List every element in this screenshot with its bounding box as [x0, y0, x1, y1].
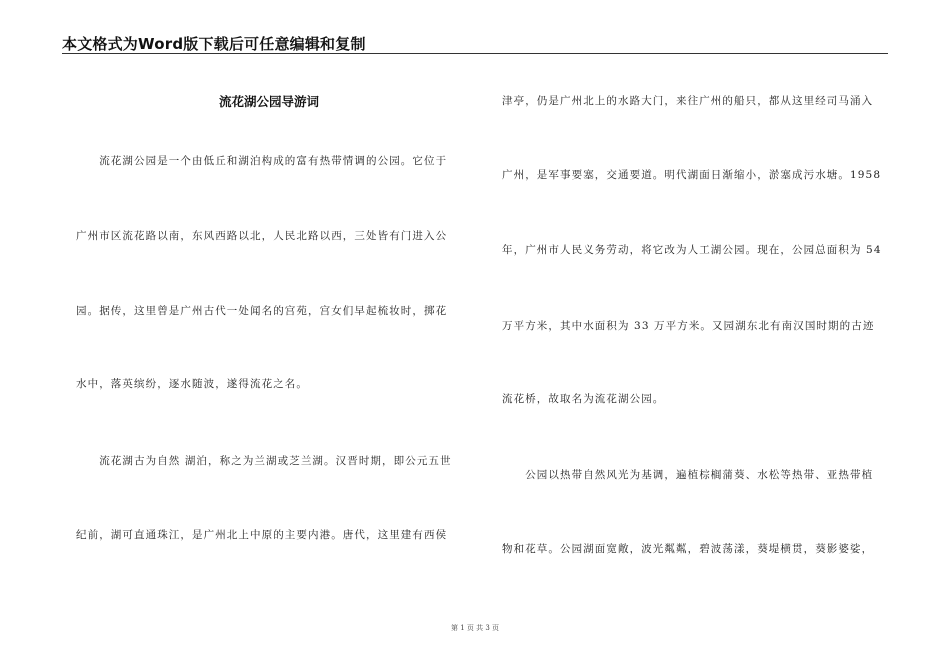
- right-column-line: 流花桥，故取名为流花湖公园。: [502, 393, 665, 405]
- left-column-line: 园。据传，这里曾是广州古代一处闻名的宫苑，宫女们早起梳妆时，掷花: [76, 305, 448, 317]
- left-column-line: 纪前，湖可直通珠江，是广州北上中原的主要内港。唐代，这里建有西侯: [76, 529, 448, 541]
- document-title: 流花湖公园导游词: [218, 94, 319, 109]
- right-column-line: 津亭，仍是广州北上的水路大门，来往广州的船只，都从这里经司马涌入: [502, 95, 874, 107]
- left-column-line: 流花湖公园是一个由低丘和湖泊构成的富有热带情调的公园。它位于: [76, 155, 448, 167]
- banner-divider: [62, 53, 888, 54]
- right-column-line: 物和花草。公园湖面宽敞，波光粼粼，碧波荡漾，葵堤横贯，葵影婆娑，: [502, 543, 874, 555]
- right-column-line: 年，广州市人民义务劳动，将它改为人工湖公园。现在，公园总面积为 54: [502, 244, 882, 256]
- page-indicator: 第 1 页 共 3 页: [450, 624, 500, 632]
- download-banner-text: 本文格式为Word版下载后可任意编辑和复制: [62, 35, 366, 53]
- left-column-line: 流花湖古为自然 湖泊，称之为兰湖或芝兰湖。汉晋时期，即公元五世: [76, 455, 452, 467]
- right-column-line: 万平方米，其中水面积为 33 万平方米。又园湖东北有南汉国时期的古迹: [502, 320, 875, 332]
- right-column-line: 广州，是军事要塞，交通要道。明代湖面日渐缩小，淤塞成污水塘。1958: [502, 169, 882, 181]
- left-column-line: 水中，落英缤纷，逐水随波，遂得流花之名。: [76, 378, 308, 390]
- left-column-line: 广州市区流花路以南，东风西路以北，人民北路以西，三处皆有门进入公: [76, 230, 448, 242]
- right-column-line: 公园以热带自然风光为基调，遍植棕榈蒲葵、水松等热带、亚热带植: [502, 469, 874, 481]
